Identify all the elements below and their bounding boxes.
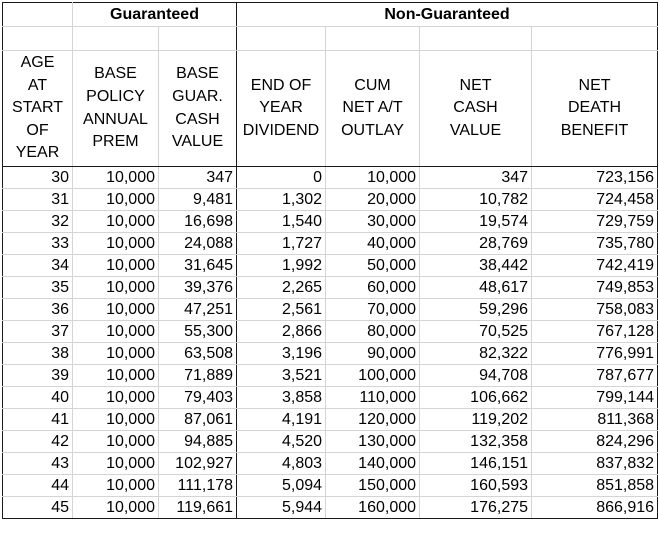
column-header-line: PREM [92,133,139,151]
cell-base-guaranteed-cash-value: 102,927 [159,453,237,475]
column-header-line: OF [26,121,49,139]
cell-end-of-year-dividend: 4,520 [237,431,326,453]
group-header-row [3,3,658,27]
cell-net-death-benefit: 724,458 [532,189,658,211]
cell-age: 36 [3,299,73,321]
table-row [3,321,658,343]
cell-age: 40 [3,387,73,409]
cell-base-annual-premium: 10,000 [73,189,159,211]
cell-base-guaranteed-cash-value: 55,300 [159,321,237,343]
cell-end-of-year-dividend: 1,302 [237,189,326,211]
cell-net-death-benefit: 799,144 [532,387,658,409]
blank-cell [237,27,326,51]
cell-net-cash-value: 176,275 [420,497,532,519]
cell-base-annual-premium: 10,000 [73,453,159,475]
blank-cell [532,27,658,51]
cell-net-death-benefit: 729,759 [532,211,658,233]
cell-end-of-year-dividend: 2,265 [237,277,326,299]
cell-cumulative-net-outlay: 130,000 [326,431,420,453]
cell-age: 31 [3,189,73,211]
table-row [3,189,658,211]
cell-base-annual-premium: 10,000 [73,409,159,431]
cell-net-cash-value: 70,525 [420,321,532,343]
cell-net-cash-value: 347 [420,167,532,189]
cell-net-cash-value: 94,708 [420,365,532,387]
cell-age: 45 [3,497,73,519]
blank-cell [3,27,73,51]
cell-cumulative-net-outlay: 100,000 [326,365,420,387]
cell-base-guaranteed-cash-value: 94,885 [159,431,237,453]
cell-base-guaranteed-cash-value: 9,481 [159,189,237,211]
cell-base-guaranteed-cash-value: 79,403 [159,387,237,409]
column-header-age [3,51,73,167]
cell-base-guaranteed-cash-value: 47,251 [159,299,237,321]
column-header-line: BENEFIT [560,121,629,139]
column-header-line: DIVIDEND [242,121,320,139]
blank-cell [326,27,420,51]
column-header-line: OUTLAY [341,121,404,139]
column-header-line: VALUE [171,133,224,151]
cell-age: 41 [3,409,73,431]
cell-end-of-year-dividend: 3,196 [237,343,326,365]
cell-net-cash-value: 132,358 [420,431,532,453]
column-header-line: NET [578,76,611,94]
cell-end-of-year-dividend: 3,521 [237,365,326,387]
cell-net-cash-value: 19,574 [420,211,532,233]
cell-age: 43 [3,453,73,475]
table-row [3,475,658,497]
cell-net-cash-value: 59,296 [420,299,532,321]
cell-cumulative-net-outlay: 10,000 [326,167,420,189]
column-header-end-of-year-dividend [237,51,326,167]
column-header-base-guaranteed-cash-value [159,51,237,167]
cell-base-annual-premium: 10,000 [73,211,159,233]
column-header-line: CASH [175,110,220,128]
cell-base-annual-premium: 10,000 [73,387,159,409]
cell-net-death-benefit: 866,916 [532,497,658,519]
cell-net-death-benefit: 749,853 [532,277,658,299]
cell-net-death-benefit: 824,296 [532,431,658,453]
cell-base-guaranteed-cash-value: 111,178 [159,475,237,497]
column-header-line: END OF [250,76,312,94]
cell-base-annual-premium: 10,000 [73,497,159,519]
cell-base-guaranteed-cash-value: 16,698 [159,211,237,233]
cell-base-annual-premium: 10,000 [73,299,159,321]
cell-age: 37 [3,321,73,343]
cell-net-death-benefit: 767,128 [532,321,658,343]
cell-age: 33 [3,233,73,255]
cell-cumulative-net-outlay: 160,000 [326,497,420,519]
cell-net-death-benefit: 851,858 [532,475,658,497]
column-header-net-death-benefit [532,51,658,167]
cell-cumulative-net-outlay: 110,000 [326,387,420,409]
column-header-base-annual-premium [73,51,159,167]
cell-age: 39 [3,365,73,387]
cell-age: 44 [3,475,73,497]
cell-base-annual-premium: 10,000 [73,475,159,497]
cell-base-guaranteed-cash-value: 119,661 [159,497,237,519]
cell-net-death-benefit: 742,419 [532,255,658,277]
cell-net-death-benefit: 787,677 [532,365,658,387]
cell-end-of-year-dividend: 2,866 [237,321,326,343]
cell-base-guaranteed-cash-value: 39,376 [159,277,237,299]
cell-age: 35 [3,277,73,299]
cell-net-cash-value: 106,662 [420,387,532,409]
cell-base-guaranteed-cash-value: 347 [159,167,237,189]
cell-cumulative-net-outlay: 60,000 [326,277,420,299]
column-header-cumulative-net-outlay [326,51,420,167]
cell-age: 30 [3,167,73,189]
cell-net-cash-value: 28,769 [420,233,532,255]
column-header-line: NET [459,76,492,94]
cell-base-annual-premium: 10,000 [73,167,159,189]
cell-base-guaranteed-cash-value: 87,061 [159,409,237,431]
cell-cumulative-net-outlay: 90,000 [326,343,420,365]
cell-base-guaranteed-cash-value: 63,508 [159,343,237,365]
cell-cumulative-net-outlay: 30,000 [326,211,420,233]
table-row [3,431,658,453]
cell-age: 32 [3,211,73,233]
table-row [3,365,658,387]
column-header-line: VALUE [449,121,502,139]
cell-end-of-year-dividend: 3,858 [237,387,326,409]
cell-end-of-year-dividend: 4,803 [237,453,326,475]
cell-age: 42 [3,431,73,453]
cell-base-annual-premium: 10,000 [73,277,159,299]
cell-cumulative-net-outlay: 50,000 [326,255,420,277]
cell-end-of-year-dividend: 5,094 [237,475,326,497]
cell-base-annual-premium: 10,000 [73,255,159,277]
column-header-line: AGE [20,54,55,71]
illustration-table [2,2,658,519]
column-header-line: ANNUAL [83,110,148,128]
table-row [3,343,658,365]
cell-age: 38 [3,343,73,365]
cell-cumulative-net-outlay: 70,000 [326,299,420,321]
table-row [3,277,658,299]
column-header-line: CUM [354,76,391,94]
table-row [3,167,658,189]
table-row [3,453,658,475]
cell-end-of-year-dividend: 5,944 [237,497,326,519]
column-header-line: BASE [176,65,219,83]
table-row [3,497,658,519]
cell-end-of-year-dividend: 1,540 [237,211,326,233]
cell-end-of-year-dividend: 1,992 [237,255,326,277]
cell-net-cash-value: 10,782 [420,189,532,211]
column-header-line: NET A/T [342,99,403,117]
table-row [3,299,658,321]
cell-end-of-year-dividend: 0 [237,167,326,189]
cell-end-of-year-dividend: 2,561 [237,299,326,321]
cell-net-death-benefit: 776,991 [532,343,658,365]
group-header-guaranteed: Guaranteed [73,3,237,27]
cell-net-cash-value: 146,151 [420,453,532,475]
cell-net-cash-value: 82,322 [420,343,532,365]
table-row [3,233,658,255]
column-header-line: GUAR. [172,87,223,105]
table-row [3,409,658,431]
cell-cumulative-net-outlay: 40,000 [326,233,420,255]
group-header-non-guaranteed: Non-Guaranteed [237,3,658,27]
column-header-line: DEATH [568,99,622,117]
table-row [3,211,658,233]
cell-net-death-benefit: 758,083 [532,299,658,321]
column-header-line: AT [27,76,48,94]
column-header-net-cash-value [420,51,532,167]
blank-cell [420,27,532,51]
cell-base-annual-premium: 10,000 [73,343,159,365]
cell-net-death-benefit: 837,832 [532,453,658,475]
cell-base-annual-premium: 10,000 [73,431,159,453]
cell-base-annual-premium: 10,000 [73,365,159,387]
cell-net-death-benefit: 723,156 [532,167,658,189]
cell-cumulative-net-outlay: 120,000 [326,409,420,431]
cell-end-of-year-dividend: 1,727 [237,233,326,255]
table-row [3,387,658,409]
column-header-line: CASH [453,99,498,117]
column-header-line: START [12,99,63,117]
cell-base-annual-premium: 10,000 [73,321,159,343]
column-header-line: BASE [94,65,137,83]
cell-base-annual-premium: 10,000 [73,233,159,255]
cell-net-death-benefit: 811,368 [532,409,658,431]
cell-cumulative-net-outlay: 150,000 [326,475,420,497]
blank-cell [73,27,159,51]
cell-net-cash-value: 38,442 [420,255,532,277]
cell-net-cash-value: 160,593 [420,475,532,497]
cell-base-guaranteed-cash-value: 31,645 [159,255,237,277]
column-header-row [3,51,658,167]
column-header-line: YEAR [259,99,303,117]
table-row [3,255,658,277]
column-header-line: POLICY [86,87,145,105]
cell-net-cash-value: 48,617 [420,277,532,299]
cell-cumulative-net-outlay: 140,000 [326,453,420,475]
cell-cumulative-net-outlay: 80,000 [326,321,420,343]
column-header-line: YEAR [15,144,60,162]
cell-end-of-year-dividend: 4,191 [237,409,326,431]
cell-net-death-benefit: 735,780 [532,233,658,255]
blank-row [3,27,658,51]
cell-cumulative-net-outlay: 20,000 [326,189,420,211]
blank-cell [159,27,237,51]
cell-net-cash-value: 119,202 [420,409,532,431]
cell-age: 34 [3,255,73,277]
cell-base-guaranteed-cash-value: 71,889 [159,365,237,387]
cell-base-guaranteed-cash-value: 24,088 [159,233,237,255]
group-header-blank [3,3,73,27]
